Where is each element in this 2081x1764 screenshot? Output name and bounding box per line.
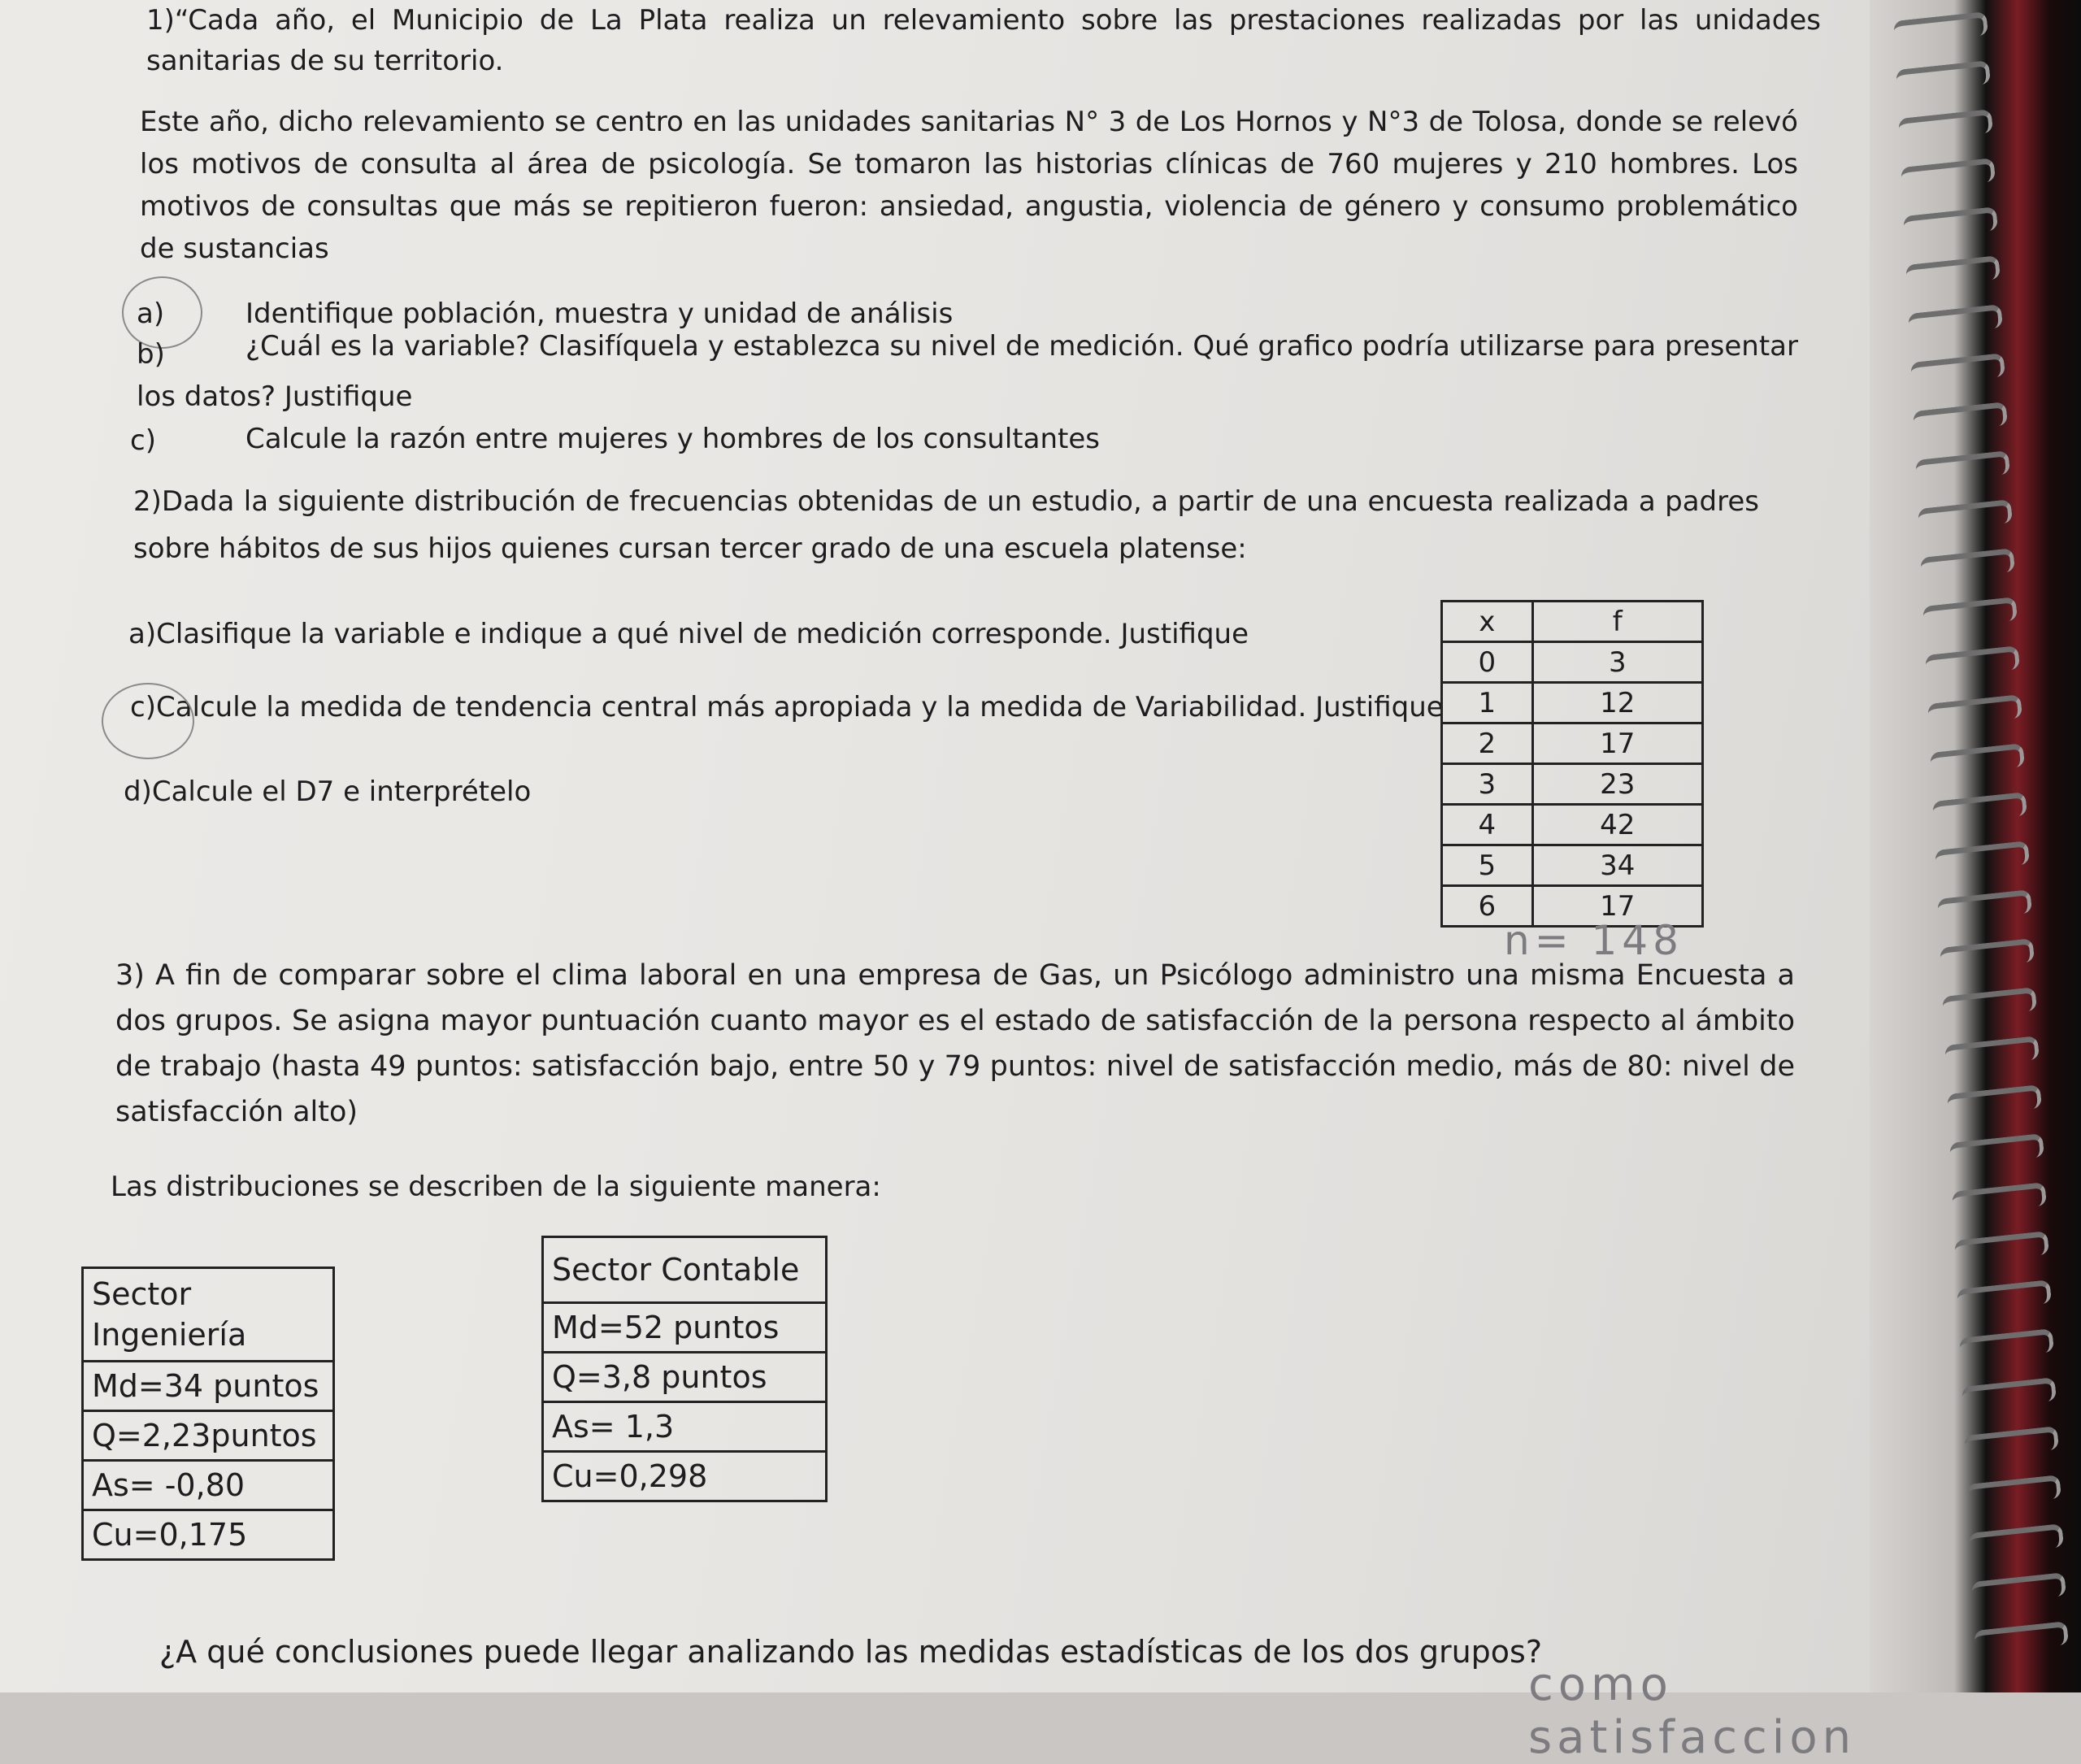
q3-intro: 3) A fin de comparar sobre el clima laboral en una empresa de Gas, un Psicólogo administro una misma Encuesta a dos grupos. Se asigna mayor puntuación cuanto mayor es el estado de satisfacción de la persona respecto al ámbito de trabajo (hasta 49 puntos: satisfacción bajo, entre 50 y 79 puntos: nivel de satisfacción medio, más de 80: nivel de satisfacción alto) <box>115 959 1795 1128</box>
table-cell: 12 <box>1532 683 1702 723</box>
table-cell: 23 <box>1532 764 1702 805</box>
table-cell: 3 <box>1442 764 1533 805</box>
table-cell: 2 <box>1442 723 1533 764</box>
group1-q: Q=2,23puntos <box>84 1412 332 1462</box>
handwritten-n-total: n= 148 <box>1504 917 1683 964</box>
table-header-x: x <box>1442 602 1533 642</box>
group2-stats-table <box>541 1236 828 1502</box>
group2-sector: Sector Contable <box>544 1238 825 1304</box>
group2-md: Md=52 puntos <box>544 1304 825 1353</box>
table-cell: 42 <box>1532 805 1702 845</box>
q1-item-c-text: Calcule la razón entre mujeres y hombres de los consultantes <box>245 423 1100 455</box>
q1-item-a-text: Identifique población, muestra y unidad de análisis <box>245 298 954 330</box>
q1-item-b-text: ¿Cuál es la variable? Clasifíquela y establezca su nivel de medición. Qué grafico podría utilizarse para presentar <box>245 330 1798 363</box>
group1-as: As= -0,80 <box>84 1462 332 1511</box>
table-cell: 0 <box>1442 642 1533 683</box>
q1-body: Este año, dicho relevamiento se centro en las unidades sanitarias N° 3 de Los Hornos y N°3 de Tolosa, donde se relevó los motivos de consulta al área de psicología. Se tomaron las historias clínicas de 760 mujeres y 210 hombres. Los motivos de consultas que más se repitieron fueron: ansiedad, angustia, violencia de género y consumo problemático de sustancias <box>140 106 1798 265</box>
group1-md: Md=34 puntos <box>84 1362 332 1412</box>
q1-item-b-letter: b) <box>137 338 165 371</box>
group1-cu: Cu=0,175 <box>92 1517 248 1553</box>
q2-item-c-pencil-circle <box>102 683 194 759</box>
group2-cu: Cu=0,298 <box>552 1458 708 1494</box>
group1-sector: Sector Ingeniería <box>84 1269 332 1362</box>
q3-question: ¿A qué conclusiones puede llegar analizando las medidas estadísticas de los dos grupos? <box>159 1634 1543 1670</box>
table-row <box>1442 642 1703 683</box>
table-cell: 17 <box>1532 886 1702 927</box>
table-row <box>1442 805 1703 845</box>
group1-stats-table <box>81 1267 335 1561</box>
table-row <box>1442 764 1703 805</box>
table-cell: 1 <box>1442 683 1533 723</box>
table-cell: 4 <box>1442 805 1533 845</box>
table-cell: 6 <box>1442 886 1533 927</box>
q2-intro: 2)Dada la siguiente distribución de frecuencias obtenidas de un estudio, a partir de una encuesta realizada a padres sobre hábitos de sus hijos quienes cursan tercer grado de una escuela platense: <box>133 485 1759 565</box>
q2-item-a: a)Clasifique la variable e indique a qué nivel de medición corresponde. Justifique <box>128 618 1249 650</box>
group2-q: Q=3,8 puntos <box>544 1353 825 1403</box>
q1-item-a-letter: a) <box>137 298 165 330</box>
handwritten-bottom-note: como satisfaccion <box>1528 1658 1857 1764</box>
table-cell: 3 <box>1532 642 1702 683</box>
q1-item-c-letter: c) <box>130 424 156 457</box>
table-cell: 17 <box>1532 723 1702 764</box>
q1-intro: 1)“Cada año, el Municipio de La Plata realiza un relevamiento sobre las prestaciones realizadas por las unidades sanitarias de su territorio. <box>146 4 1821 77</box>
q2-item-d: d)Calcule el D7 e interprételo <box>124 776 532 808</box>
q2-item-c: c)Calcule la medida de tendencia central más apropiada y la medida de Variabilidad. Justifique <box>130 691 1444 723</box>
table-header-row <box>1442 602 1703 642</box>
frequency-table <box>1440 600 1704 928</box>
group2-as: As= 1,3 <box>544 1403 825 1453</box>
q1-item-b-cont: los datos? Justifique <box>137 380 413 413</box>
table-cell: 34 <box>1532 845 1702 886</box>
q3-subtitle: Las distribuciones se describen de la siguiente manera: <box>111 1171 881 1203</box>
table-header-f: f <box>1532 602 1702 642</box>
table-row <box>1442 845 1703 886</box>
table-row <box>1442 683 1703 723</box>
table-cell: 5 <box>1442 845 1533 886</box>
table-row <box>1442 723 1703 764</box>
